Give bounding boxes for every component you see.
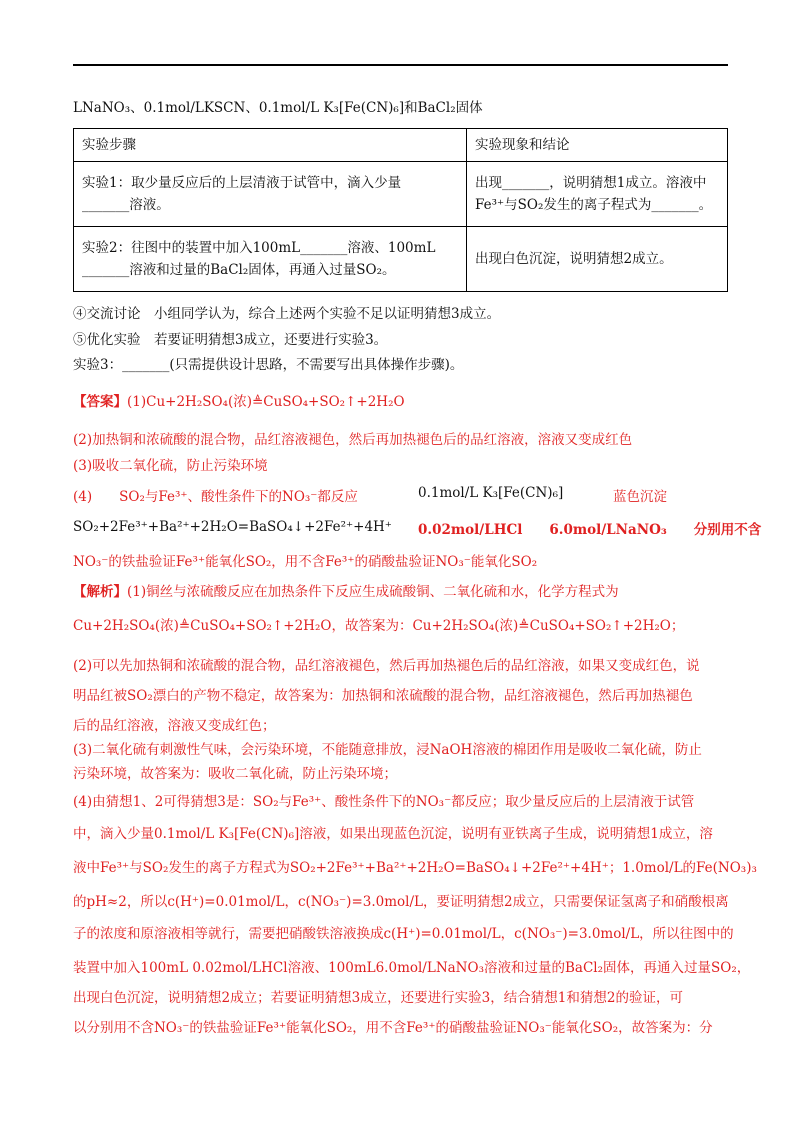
result-cell (467, 162, 728, 227)
step-text: _______溶液和过量的BaCl₂固体，再通入过量SO₂。 (82, 262, 396, 278)
step-text: 实验2：往图中的装置中加入100mL_______溶液、100mL (82, 240, 436, 256)
answer-q4-design: NO₃⁻的铁盐验证Fe³⁺能氧化SO₂，用不含Fe³⁺的硝酸盐验证NO₃⁻能氧化SO₂ (73, 554, 538, 570)
analysis-label: 【解析】 (73, 584, 127, 600)
table-row (74, 162, 728, 227)
analysis-text: (1)铜丝与浓硫酸反应在加热条件下反应生成硫酸铜、二氧化硫和水，化学方程式为 (127, 584, 619, 600)
step-cell (74, 227, 467, 292)
answer-q4-phenomenon: 蓝色沉淀 (613, 489, 667, 505)
analysis-line: 的pH≈2，所以c(H⁺)=0.01mol/L，c(NO₃⁻)=3.0mol/L，要证明猜想2成立，只需要保证氢离子和硝酸根离 (73, 894, 729, 910)
analysis-line (73, 582, 619, 602)
step-cell (74, 162, 467, 227)
analysis-line: (2)可以先加热铜和浓硫酸的混合物，品红溶液褪色，然后再加热褪色后的品红溶液，如果又变成红色，说 (73, 658, 700, 674)
header-cell-steps: 实验步骤 (74, 129, 467, 162)
analysis-line: 中，滴入少量0.1mol/L K₃[Fe(CN)₆]溶液，如果出现蓝色沉淀，说明有亚铁离子生成，说明猜想1成立，溶 (73, 826, 713, 842)
discussion-line: ④交流讨论 小组同学认为，综合上述两个实验不足以证明猜想3成立。 (73, 306, 501, 322)
answer-line: (2)加热铜和浓硫酸的混合物，品红溶液褪色，然后再加热褪色后的品红溶液，溶液又变成红色 (73, 432, 633, 448)
analysis-line: 后的品红溶液，溶液又变成红色； (73, 718, 276, 734)
table-header-row (74, 129, 728, 162)
answer-label: 【答案】 (73, 394, 127, 410)
analysis-line: 子的浓度和原溶液相等就行，需要把硝酸铁溶液换成c(H⁺)=0.01mol/L，c(NO₃⁻)=3.0mol/L，所以往图中的 (73, 926, 734, 942)
experiment-table (73, 128, 728, 292)
result-text: 出现_______，说明猜想1成立。溶液中 (475, 175, 707, 191)
analysis-line: 以分别用不含NO₃⁻的铁盐验证Fe³⁺能氧化SO₂，用不含Fe³⁺的硝酸盐验证NO₃⁻能氧化SO₂，故答案为：分 (73, 1020, 713, 1036)
table-row (74, 227, 728, 292)
analysis-line: (3)二氧化硫有刺激性气味，会污染环境，不能随意排放，浸NaOH溶液的棉团作用是吸收二氧化硫，防止 (73, 742, 702, 758)
analysis-line: (4)由猜想1、2可得猜想3是：SO₂与Fe³⁺、酸性条件下的NO₃⁻都反应；取少量反应后的上层清液于试管 (73, 794, 695, 810)
analysis-line: 出现白色沉淀，说明猜想2成立；若要证明猜想3成立，还要进行实验3，结合猜想1和猜想2的验证，可 (73, 990, 683, 1006)
answer-q4-reagent: 0.1mol/L K₃[Fe(CN)₆] (418, 485, 564, 501)
analysis-line: 装置中加入100mL 0.02mol/LHCl溶液、100mL6.0mol/LNaNO₃溶液和过量的BaCl₂固体，再通入过量SO₂， (73, 960, 751, 976)
result-text: 出现白色沉淀，说明猜想2成立。 (475, 251, 673, 267)
analysis-line: 液中Fe³⁺与SO₂发生的离子方程式为SO₂+2Fe³⁺+Ba²⁺+2H₂O=BaSO₄↓+2Fe²⁺+4H⁺；1.0mol/L的Fe(NO₃)₃ (73, 860, 757, 876)
result-cell (467, 227, 728, 292)
header-rule (73, 64, 728, 66)
answer-line: (3)吸收二氧化硫，防止污染环境 (73, 458, 268, 474)
discussion-line: ⑤优化实验 若要证明猜想3成立，还要进行实验3。 (73, 332, 388, 348)
discussion-line: 实验3：_______(只需提供设计思路，不需要写出具体操作步骤)。 (73, 357, 464, 373)
answer-text: (1)Cu+2H₂SO₄(浓)≜CuSO₄+SO₂↑+2H₂O (127, 394, 405, 410)
analysis-line: Cu+2H₂SO₄(浓)≜CuSO₄+SO₂↑+2H₂O，故答案为：Cu+2H₂SO₄(浓)≜CuSO₄+SO₂↑+2H₂O； (73, 618, 685, 634)
analysis-line: 明品红被SO₂漂白的产物不稳定，故答案为：加热铜和浓硫酸的混合物，品红溶液褪色，然后再加热褪色 (73, 688, 693, 704)
intro-line: LNaNO₃、0.1mol/LKSCN、0.1mol/L K₃[Fe(CN)₆]和BaCl₂固体 (73, 100, 483, 116)
step-text: 实验1：取少量反应后的上层清液于试管中，滴入少量 (82, 175, 402, 191)
answer-q4-text: (4) SO₂与Fe³⁺、酸性条件下的NO₃⁻都反应 (73, 489, 358, 505)
analysis-line: 污染环境，故答案为：吸收二氧化硫，防止污染环境； (73, 766, 397, 782)
answer-q4-solutions: 0.02mol/LHCl 6.0mol/LNaNO₃ 分别用不含 (418, 522, 762, 538)
header-cell-results: 实验现象和结论 (467, 129, 728, 162)
step-text: _______溶液。 (82, 197, 170, 213)
answer-q4-equation: SO₂+2Fe³⁺+Ba²⁺+2H₂O=BaSO₄↓+2Fe²⁺+4H⁺ (73, 519, 392, 535)
result-text: Fe³⁺与SO₂发生的离子程式为_______。 (475, 197, 713, 213)
answer-line (73, 392, 405, 412)
